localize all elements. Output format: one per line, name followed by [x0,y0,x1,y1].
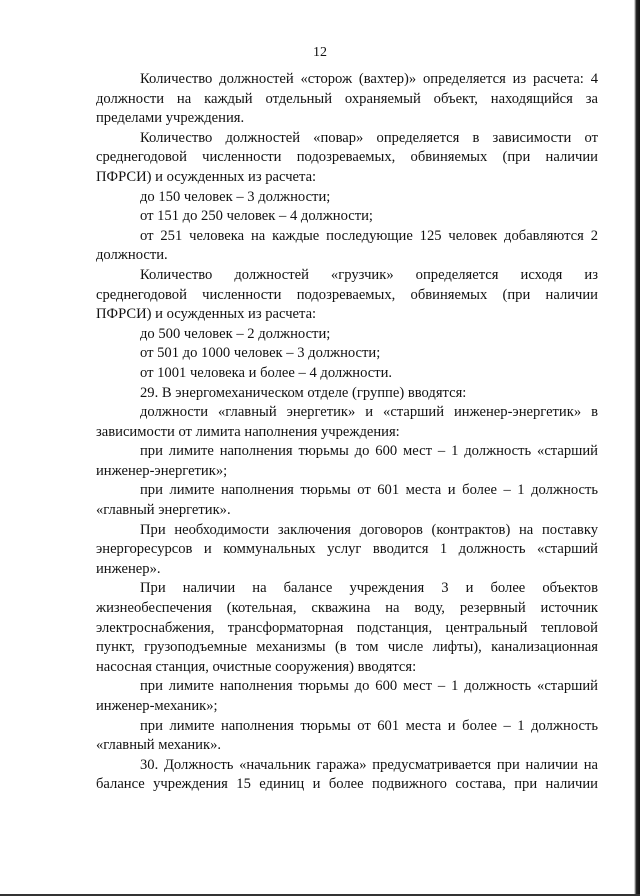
list-item: от 251 человека на каждые последующие 125 человек добавляются 2 должности. [96,227,598,264]
list-item: при лимите наполнения тюрьмы до 600 мест – 1 должность «старший инженер-энергетик»; [96,443,598,479]
list-item: при лимите наполнения тюрьмы до 600 мест – 1 должность «старший инженер-механик»; [96,678,598,714]
paragraph-contracts: При необходимости заключения договоров (контрактов) на поставку энергоресурсов и коммунальных услуг вводится 1 должность «старший инженер». [96,521,598,577]
paragraph-cook: Количество должностей «повар» определяется в зависимости от среднегодовой численности подозреваемых, обвиняемых (при наличии ПФРСИ) и осужденных из расчета: [96,129,598,185]
paragraph-loader: Количество должностей «грузчик» определяется исходя из среднегодовой численности подозреваемых, обвиняемых (при наличии ПФРСИ) и осужденных из расчета: [96,266,598,323]
scan-edge [634,0,640,896]
list-item: от 1001 человека и более – 4 должности. [140,364,393,381]
list-item: при лимите наполнения тюрьмы от 601 места и более – 1 должность «главный механик». [96,717,598,754]
document-body [96,70,598,795]
list-item: от 151 до 250 человек – 4 должности; [140,208,373,225]
paragraph-life-support: При наличии на балансе учреждения 3 и более объектов жизнеобеспечения (котельная, скважина на воду, резервный источник электроснабжения, трансформаторная подстанция, центральный тепловой пункт, грузоподъемные механизмы (в том числе лифты), канализационная насосная станция, очистные сооружения) вводятся: [96,580,598,675]
paragraph-watchman: Количество должностей «сторож (вахтер)» определяется из расчета: 4 должности на каждый отдельный охраняемый объект, находящийся за пределами учреждения. [96,71,598,127]
list-item: до 150 человек – 3 должности; [140,188,331,205]
list-item: до 500 человек – 2 должности; [140,325,331,342]
list-item: при лимите наполнения тюрьмы от 601 места и более – 1 должность «главный энергетик». [96,482,598,519]
section-30-paragraph: 30. Должность «начальник гаража» предусматривается при наличии на балансе учреждения 15 единиц и более подвижного состава, при наличии [96,756,598,793]
section-29-heading: 29. В энергомеханическом отделе (группе) вводятся: [140,384,467,401]
list-item: от 501 до 1000 человек – 3 должности; [140,345,381,362]
page-number: 12 [313,45,327,60]
paragraph-energetic: должности «главный энергетик» и «старший инженер-энергетик» в зависимости от лимита наполнения учреждения: [96,404,598,440]
